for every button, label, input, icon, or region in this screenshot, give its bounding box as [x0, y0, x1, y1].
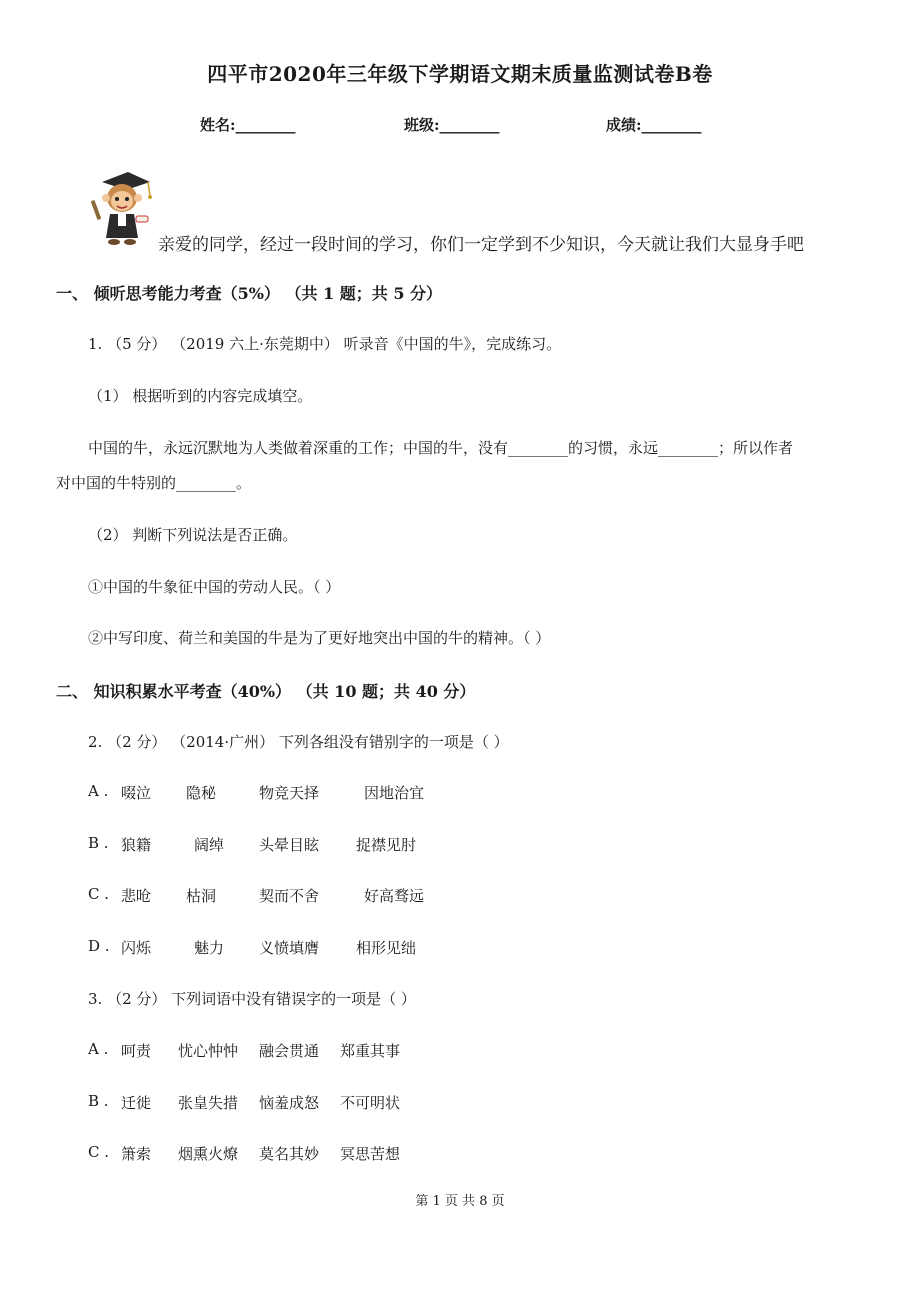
option-word: 枯洞 [186, 887, 217, 905]
question-2: 2. （2 分） （2014·广州） 下列各组没有错别字的一项是（ ） [88, 733, 509, 751]
option-word: 融会贯通 [259, 1042, 320, 1060]
option-word: 物竞天择 [259, 784, 320, 802]
question-1-part-1: （1） 根据听到的内容完成填空。 [88, 387, 313, 405]
option-word: 啜泣 [121, 784, 152, 802]
option-word: 闪烁 [121, 939, 152, 957]
greeting-text: 亲爱的同学，经过一段时间的学习，你们一定学到不少知识，今天就让我们大显身手吧 [158, 235, 804, 255]
page-title: 四平市2020年三年级下学期语文期末质量监测试卷B卷 [207, 62, 713, 86]
option-word: 张皇失措 [178, 1094, 239, 1112]
option-word: 迁徙 [121, 1094, 152, 1112]
question-1: 1. （5 分） （2019 六上·东莞期中） 听录音《中国的牛》，完成练习。 [88, 335, 562, 353]
question-1-fill-line-1: 中国的牛，永远沉默地为人类做着深重的工作；中国的牛，没有________的习惯，永远________；所以作者 [88, 439, 794, 457]
option-word: 契而不舍 [259, 887, 320, 905]
option-word: 烟熏火燎 [178, 1145, 239, 1163]
option-label: A . [88, 1040, 109, 1058]
option-label: C . [88, 1143, 110, 1161]
page-footer: 第 1 页 共 8 页 [415, 1194, 505, 1209]
option-word: 义愤填膺 [259, 939, 320, 957]
option-word: 因地治宜 [364, 784, 425, 802]
section-1-heading: 一、 倾听思考能力考查（5%） （共 1 题；共 5 分） [56, 284, 443, 303]
option-word: 郑重其事 [340, 1042, 401, 1060]
option-label: B . [88, 1092, 109, 1110]
option-word: 头晕目眩 [259, 836, 320, 854]
question-1-fill-line-2: 对中国的牛特别的________。 [56, 474, 252, 492]
option-word: 相形见绌 [356, 939, 417, 957]
question-1-part-2: （2） 判断下列说法是否正确。 [88, 526, 298, 544]
option-word: 魅力 [194, 939, 225, 957]
option-word: 捉襟见肘 [356, 836, 417, 854]
option-word: 莫名其妙 [259, 1145, 320, 1163]
question-1-statement-a: ①中国的牛象征中国的劳动人民。（ ） [88, 578, 341, 596]
option-word: 冥思苦想 [340, 1145, 401, 1163]
student-mascot-icon [88, 168, 152, 248]
option-word: 阔绰 [194, 836, 225, 854]
class-field: 班级:________ [404, 116, 500, 134]
option-word: 不可明状 [340, 1094, 401, 1112]
option-word: 恼羞成怒 [259, 1094, 320, 1112]
option-label: B . [88, 834, 109, 852]
section-2-heading: 二、 知识积累水平考查（40%） （共 10 题；共 40 分） [56, 682, 476, 701]
option-label: D . [88, 937, 110, 955]
option-label: A . [88, 782, 109, 800]
option-word: 忧心忡忡 [178, 1042, 239, 1060]
question-3: 3. （2 分） 下列词语中没有错误字的一项是（ ） [88, 990, 416, 1008]
option-word: 悲呛 [121, 887, 152, 905]
name-field: 姓名:________ [200, 116, 296, 134]
score-field: 成绩:________ [606, 116, 702, 134]
question-1-statement-b: ②中写印度、荷兰和美国的牛是为了更好地突出中国的牛的精神。（ ） [88, 629, 551, 647]
option-word: 呵责 [121, 1042, 152, 1060]
option-word: 狼籍 [121, 836, 152, 854]
option-word: 隐秘 [186, 784, 217, 802]
option-word: 好高骛远 [364, 887, 425, 905]
option-word: 箫索 [121, 1145, 152, 1163]
option-label: C . [88, 885, 110, 903]
